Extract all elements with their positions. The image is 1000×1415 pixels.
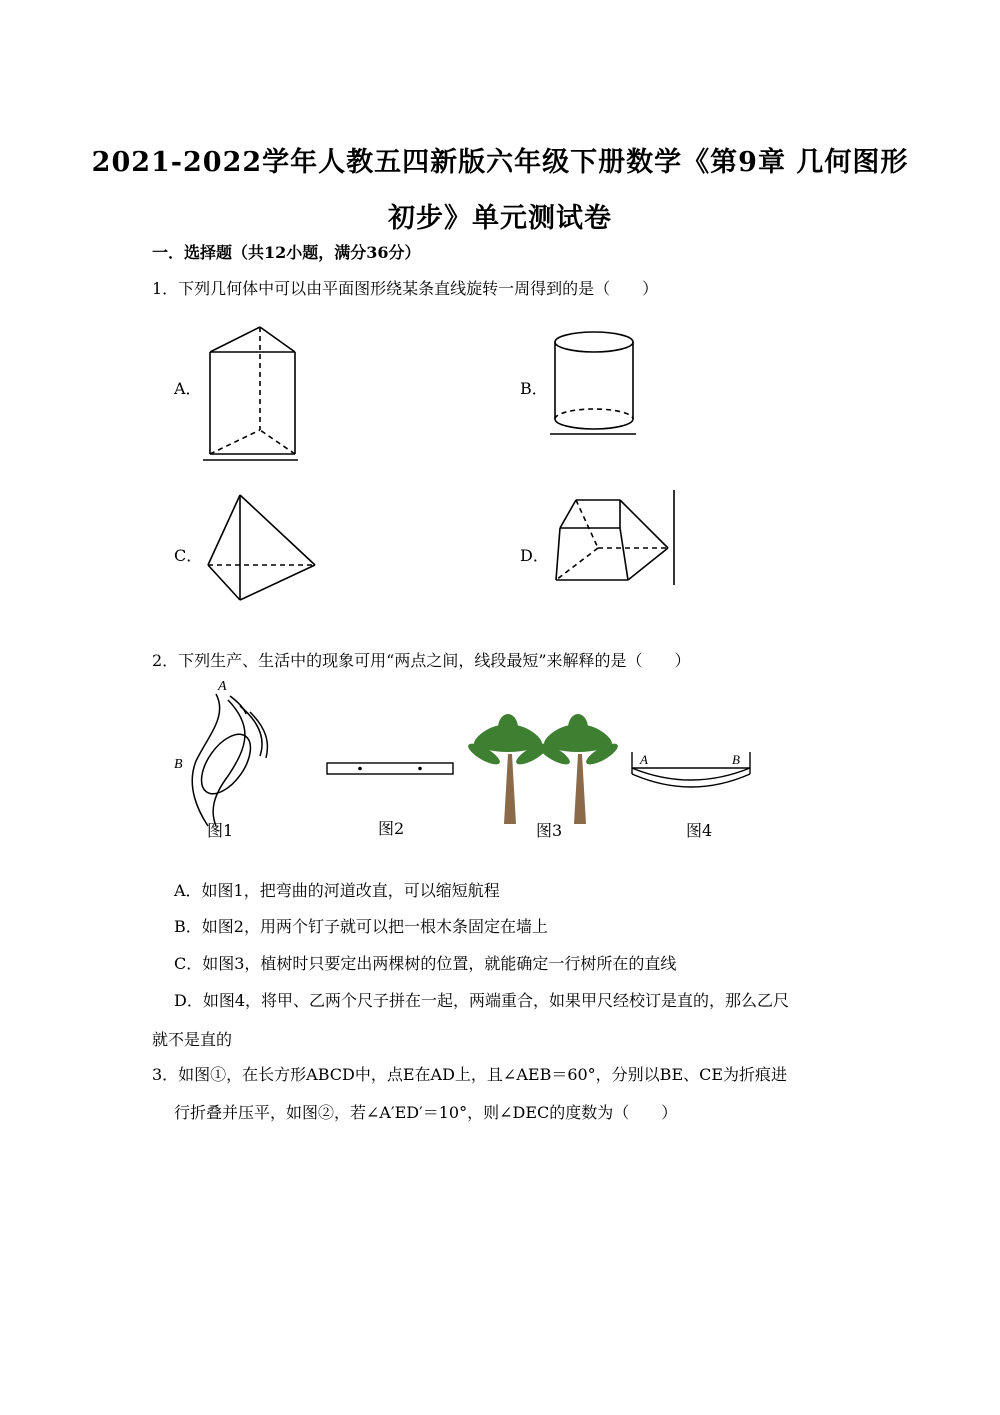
frustum-figure bbox=[548, 488, 683, 588]
fig1-point-a: A bbox=[218, 679, 227, 694]
fig4-point-b: B bbox=[732, 752, 740, 767]
cylinder-figure bbox=[548, 326, 643, 438]
q2-option-a: A．如图1，把弯曲的河道改直，可以缩短航程 bbox=[174, 881, 500, 900]
q1-option-b-label: B． bbox=[520, 379, 548, 398]
q2-option-d-continued: 就不是直的 bbox=[152, 1030, 233, 1049]
question-3-line-1: 3．如图①，在长方形ABCD中，点E在AD上，且∠AEB＝60°，分别以BE、CE为折痕进 bbox=[152, 1065, 788, 1084]
q1-option-d-label: D． bbox=[520, 546, 549, 565]
q1-option-a-label: A． bbox=[174, 379, 202, 398]
triangular-prism-figure bbox=[200, 322, 310, 467]
exam-title-line-2: 初步》单元测试卷 bbox=[388, 203, 612, 234]
q2-option-d: D．如图4，将甲、乙两个尺子拼在一起，两端重合，如果甲尺经校订是直的，那么乙尺 bbox=[174, 991, 790, 1010]
figure-3-palm-trees bbox=[468, 712, 613, 830]
q2-option-b: B．如图2，用两个钉子就可以把一根木条固定在墙上 bbox=[174, 917, 548, 936]
figure-3-caption: 图3 bbox=[536, 821, 563, 840]
figure-1-caption: 图1 bbox=[207, 821, 234, 840]
exam-title-line-1: 2021-2022学年人教五四新版六年级下册数学《第9章 几何图形 bbox=[91, 147, 909, 178]
fig1-point-b: B bbox=[174, 757, 183, 772]
figure-4-rulers bbox=[628, 748, 756, 798]
question-3-line-2: 行折叠并压平，如图②，若∠A′ED′＝10°，则∠DEC的度数为（ ） bbox=[174, 1103, 678, 1122]
figure-2-caption: 图2 bbox=[378, 819, 405, 838]
figure-1-river bbox=[168, 676, 288, 836]
fig4-point-a: A bbox=[640, 752, 648, 767]
section-heading: 一．选择题（共12小题，满分36分） bbox=[152, 243, 421, 262]
tetrahedron-figure bbox=[200, 490, 325, 608]
q1-option-c-label: C． bbox=[174, 546, 203, 565]
question-1-stem: 1．下列几何体中可以由平面图形绕某条直线旋转一周得到的是（ ） bbox=[152, 279, 659, 298]
question-2-stem: 2．下列生产、生活中的现象可用“两点之间，线段最短”来解释的是（ ） bbox=[152, 651, 691, 670]
figure-4-caption: 图4 bbox=[686, 821, 713, 840]
q2-option-c: C．如图3，植树时只要定出两棵树的位置，就能确定一行树所在的直线 bbox=[174, 954, 677, 973]
figure-2-wooden-strip bbox=[325, 760, 457, 780]
